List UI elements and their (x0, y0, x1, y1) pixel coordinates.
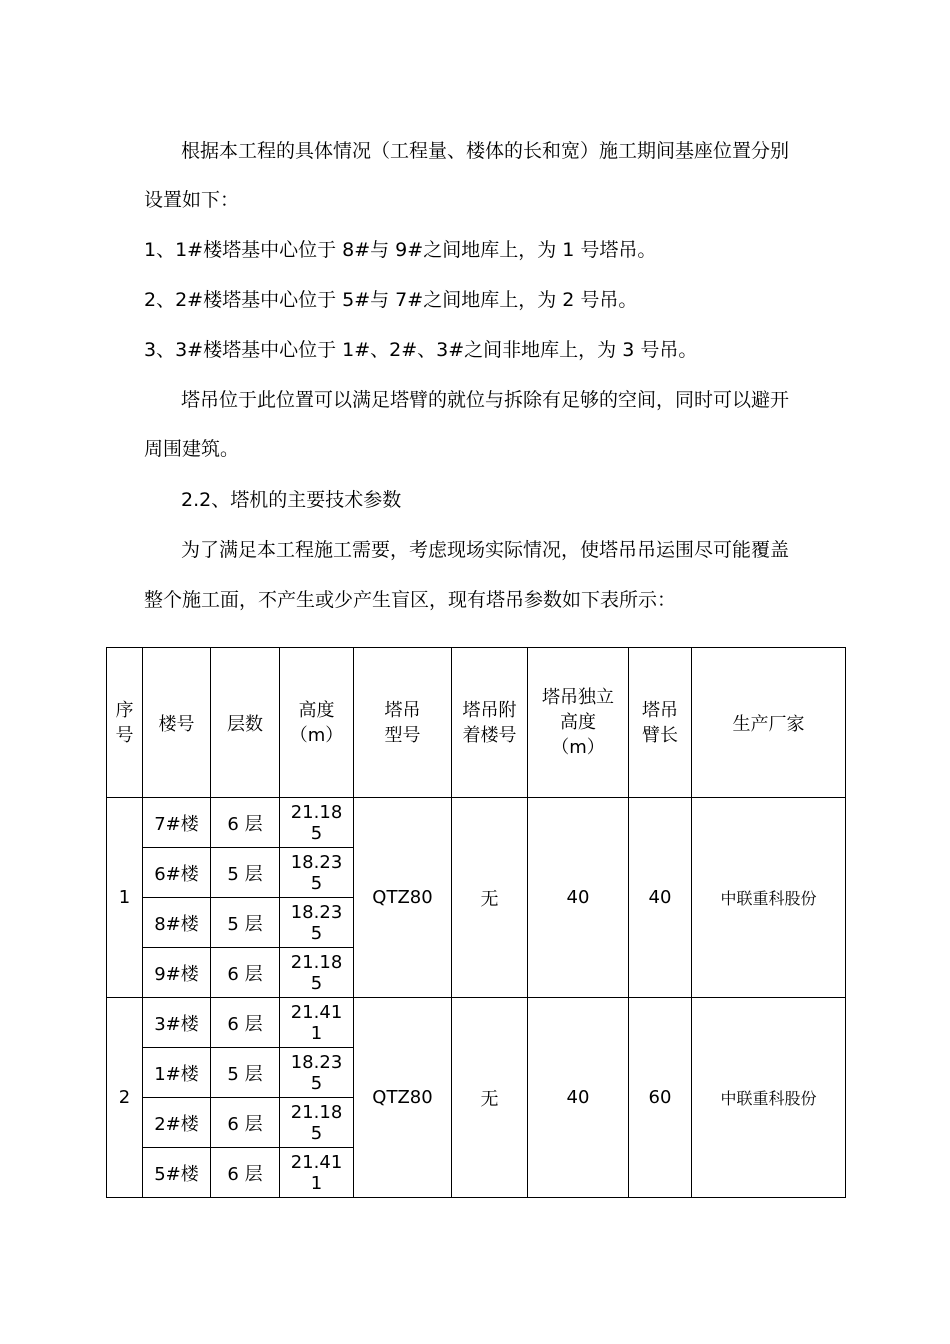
cell-seq: 1 (107, 798, 143, 998)
cell-height: 21.41 1 (280, 998, 354, 1048)
cell-floors: 6 层 (211, 1098, 280, 1148)
cell-floors: 6 层 (211, 798, 280, 848)
cell-height: 21.18 5 (280, 798, 354, 848)
list-item-3: 3、3#楼塔基中心位于 1#、2#、3#之间非地库上，为 3 号吊。 (144, 339, 698, 361)
cell-model: QTZ80 (354, 998, 452, 1198)
table-row (107, 998, 846, 1048)
cell-attached: 无 (452, 798, 528, 998)
header-model: 塔吊 型号 (354, 648, 452, 798)
cell-floors: 6 层 (211, 1148, 280, 1198)
table-row (107, 798, 846, 848)
cell-floors: 5 层 (211, 898, 280, 948)
header-arm: 塔吊 臂长 (629, 648, 692, 798)
cell-arm: 40 (629, 798, 692, 998)
cell-building: 1#楼 (143, 1048, 211, 1098)
paragraph-position-line2: 周围建筑。 (144, 438, 240, 460)
list-item-2: 2、2#楼塔基中心位于 5#与 7#之间地库上，为 2 号吊。 (144, 289, 638, 311)
cell-free-height: 40 (528, 998, 629, 1198)
header-attached: 塔吊附 着楼号 (452, 648, 528, 798)
list-item-1: 1、1#楼塔基中心位于 8#与 9#之间地库上，为 1 号塔吊。 (144, 239, 657, 261)
header-floors: 层数 (211, 648, 280, 798)
cell-height: 18.23 5 (280, 1048, 354, 1098)
paragraph-intro-line2: 设置如下： (144, 189, 240, 211)
cell-height: 21.18 5 (280, 1098, 354, 1148)
cell-model: QTZ80 (354, 798, 452, 998)
cell-height: 18.23 5 (280, 898, 354, 948)
paragraph-position-line1: 塔吊位于此位置可以满足塔臂的就位与拆除有足够的空间，同时可以避开 (181, 389, 790, 411)
cell-free-height: 40 (528, 798, 629, 998)
cell-seq: 2 (107, 998, 143, 1198)
crane-parameters-table (106, 647, 846, 1198)
cell-maker: 中联重科股份 (692, 798, 846, 998)
cell-arm: 60 (629, 998, 692, 1198)
cell-height: 18.23 5 (280, 848, 354, 898)
paragraph-table-intro-line1: 为了满足本工程施工需要，考虑现场实际情况，使塔吊吊运围尽可能覆盖 (181, 539, 790, 561)
header-height: 高度 （m） (280, 648, 354, 798)
table-header-row (107, 648, 846, 798)
section-heading: 2.2、塔机的主要技术参数 (181, 489, 402, 511)
cell-floors: 6 层 (211, 998, 280, 1048)
cell-floors: 5 层 (211, 848, 280, 898)
cell-floors: 6 层 (211, 948, 280, 998)
cell-height: 21.41 1 (280, 1148, 354, 1198)
header-maker: 生产厂家 (692, 648, 846, 798)
header-seq: 序 号 (107, 648, 143, 798)
cell-building: 2#楼 (143, 1098, 211, 1148)
paragraph-intro-line1: 根据本工程的具体情况（工程量、楼体的长和宽）施工期间基座位置分别 (181, 140, 790, 162)
cell-building: 8#楼 (143, 898, 211, 948)
cell-building: 9#楼 (143, 948, 211, 998)
cell-floors: 5 层 (211, 1048, 280, 1098)
cell-attached: 无 (452, 998, 528, 1198)
cell-height: 21.18 5 (280, 948, 354, 998)
header-building: 楼号 (143, 648, 211, 798)
cell-building: 3#楼 (143, 998, 211, 1048)
header-free-height: 塔吊独立 高度 （m） (528, 648, 629, 798)
cell-building: 6#楼 (143, 848, 211, 898)
cell-building: 5#楼 (143, 1148, 211, 1198)
cell-building: 7#楼 (143, 798, 211, 848)
paragraph-table-intro-line2: 整个施工面，不产生或少产生盲区，现有塔吊参数如下表所示： (144, 589, 677, 611)
cell-maker: 中联重科股份 (692, 998, 846, 1198)
